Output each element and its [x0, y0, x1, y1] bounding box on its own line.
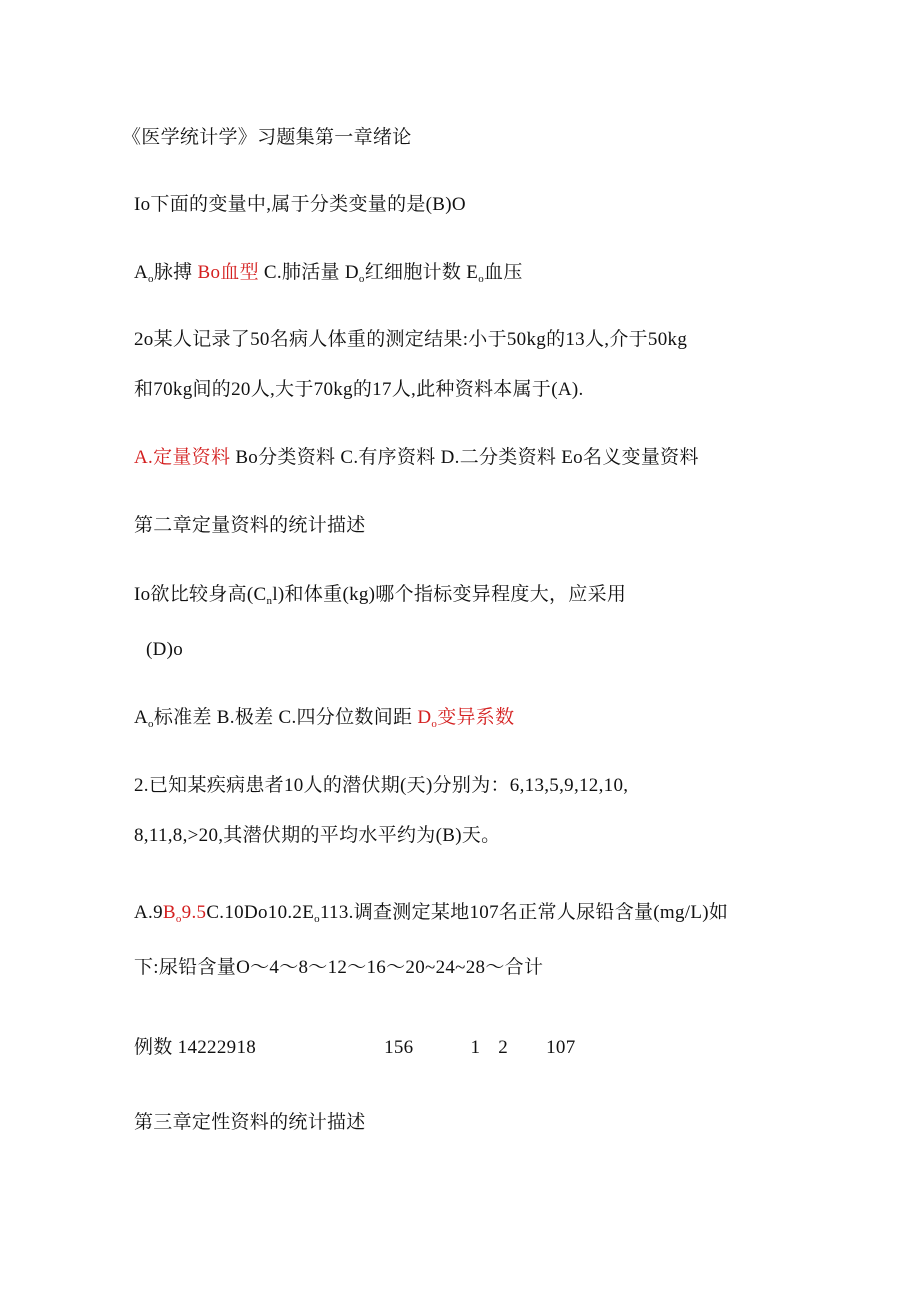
ch2-q1-line1 [134, 583, 626, 613]
ch2-q2-options [134, 901, 728, 931]
question-text: l)和体重(kg)哪个指标变异程度大，应采用 [272, 584, 627, 605]
option-subscript: o [314, 913, 320, 925]
document-title: 《医学统计学》习题集第一章绪论 [122, 127, 412, 148]
ch2-q2-line2: 8,11,8,>20,其潜伏期的平均水平约为(B)天。 [134, 825, 501, 846]
ch2-q3-table-row [134, 1036, 576, 1060]
answer-label: D [417, 707, 432, 728]
option-text: Bo分类资料 C.有序资料 D.二分类资料 Eo名义变量资料 [230, 447, 699, 468]
answer-subscript: o [175, 913, 182, 925]
option-text: C.肺活量 D [258, 262, 359, 283]
ch1-q1-options [134, 261, 523, 291]
table-label: 例数 14222918 [134, 1037, 257, 1058]
option-subscript: o [358, 273, 365, 285]
option-subscript: o [148, 718, 154, 730]
ch1-q2-line2: 和70kg间的20人,大于70kg的17人,此种资料本属于(A). [134, 379, 584, 400]
option-text: A.9 [134, 902, 163, 923]
ch2-q1-line2: (D)o [146, 639, 184, 660]
ch1-q1-stem: Io下面的变量中,属于分类变量的是(B)O [134, 194, 466, 215]
option-subscript: o [478, 273, 485, 285]
ch2-q3-line2: 下:尿铅含量O～4～8～12～16～20~24~28～合计 [134, 957, 544, 978]
answer-value: 9.5 [181, 902, 207, 923]
answer-highlight [417, 707, 514, 728]
table-cell: 2 [498, 1037, 509, 1058]
option-text: 血压 [484, 262, 523, 283]
ch1-q2-line1: 2o某人记录了50名病人体重的测定结果:小于50kg的13人,介于50kg [134, 329, 688, 350]
answer-highlight [163, 902, 206, 923]
answer-label: B [162, 902, 176, 923]
option-label: A [134, 707, 149, 728]
ch2-q2-line1: 2.已知某疾病患者10人的潜伏期(天)分别为：6,13,5,9,12,10, [134, 775, 629, 796]
option-text: 脉搏 [153, 262, 198, 283]
answer-text: 变异系数 [437, 707, 515, 728]
answer-subscript: o [431, 718, 438, 730]
answer-highlight: Bo血型 [197, 262, 259, 283]
ch2-q1-options [134, 706, 514, 736]
option-text: 113.调查测定某地107名正常人尿铅含量(mg/L)如 [319, 902, 729, 923]
answer-highlight: A.定量资料 [134, 447, 231, 468]
option-subscript: o [148, 273, 154, 285]
option-label: A [134, 262, 149, 283]
subscript: n [266, 595, 273, 607]
table-cell: 107 [546, 1037, 576, 1058]
option-text: 标准差 B.极差 C.四分位数间距 [153, 707, 418, 728]
question-text: Io欲比较身高(C [134, 584, 267, 605]
option-text: C.10Do10.2E [206, 902, 315, 923]
option-text: 红细胞计数 E [364, 262, 479, 283]
ch3-heading: 第三章定性资料的统计描述 [134, 1112, 366, 1133]
ch2-heading: 第二章定量资料的统计描述 [134, 515, 366, 536]
table-cell: 1 [470, 1037, 481, 1058]
table-cell: 156 [384, 1037, 414, 1058]
ch1-q2-options [134, 446, 699, 470]
